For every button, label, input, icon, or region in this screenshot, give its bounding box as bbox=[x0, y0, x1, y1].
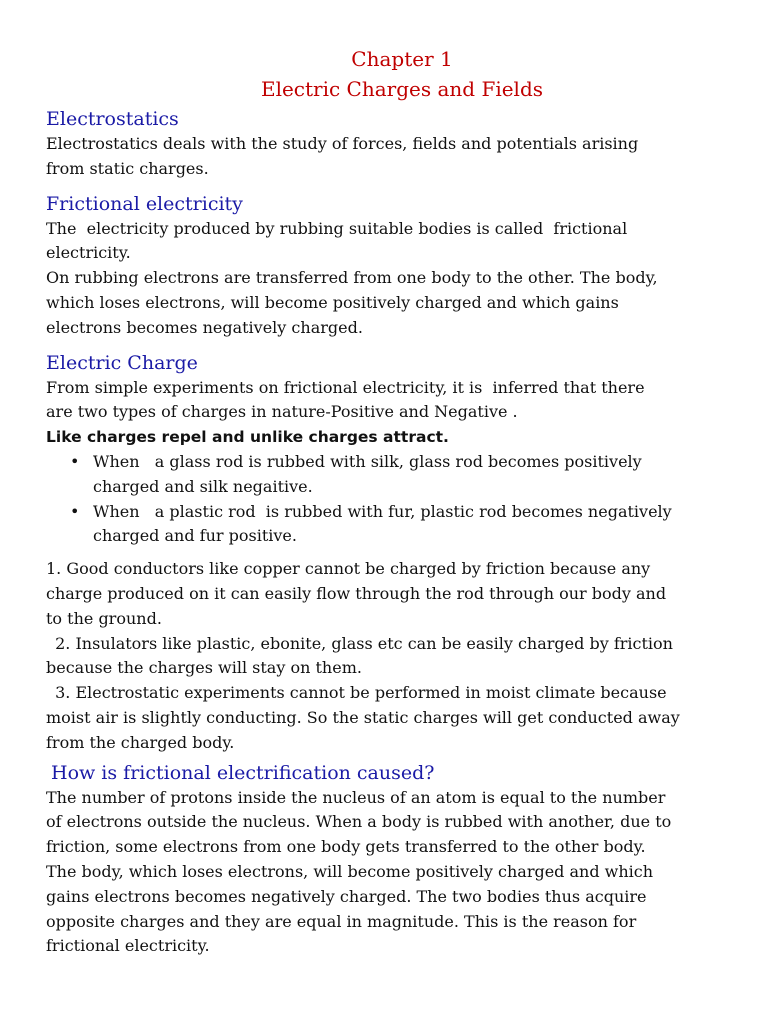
section-heading-electrification-cause: How is frictional electrification caused? bbox=[51, 761, 435, 784]
paragraph-line: friction, some electrons from one body gets transferred to the other body. bbox=[46, 837, 646, 857]
section-heading-electrostatics: Electrostatics bbox=[46, 108, 179, 130]
list-item-line: When a plastic rod is rubbed with fur, plastic rod becomes negatively bbox=[93, 501, 672, 521]
paragraph-line: which loses electrons, will become positively charged and which gains bbox=[46, 292, 619, 312]
section-heading-frictional-electricity: Frictional electricity bbox=[46, 192, 243, 215]
paragraph-line: gains electrons becomes negatively charged. The two bodies thus acquire bbox=[46, 886, 647, 906]
paragraph-line: From simple experiments on frictional electricity, it is inferred that there bbox=[46, 377, 645, 397]
paragraph-line: of electrons outside the nucleus. When a body is rubbed with another, due to bbox=[46, 812, 672, 832]
list-item bbox=[70, 500, 728, 550]
list-item bbox=[70, 450, 728, 500]
bold-statement: Like charges repel and unlike charges attract. bbox=[46, 428, 449, 447]
chapter-number: Chapter 1 bbox=[351, 47, 453, 71]
paragraph-line: Electrostatics deals with the study of forces, fields and potentials arising bbox=[46, 134, 639, 153]
list-item-line: When a glass rod is rubbed with silk, glass rod becomes positively bbox=[93, 451, 642, 471]
numbered-point-line: 3. Electrostatic experiments cannot be performed in moist climate because bbox=[50, 683, 667, 703]
paragraph-line: from static charges. bbox=[46, 158, 209, 178]
paragraph-line: The number of protons inside the nucleus of an atom is equal to the number bbox=[46, 787, 666, 807]
paragraph-line: opposite charges and they are equal in magnitude. This is the reason for bbox=[46, 911, 637, 931]
list-item-line: charged and silk negaitive. bbox=[93, 476, 313, 496]
paragraph-line: electrons becomes negatively charged. bbox=[46, 317, 363, 337]
paragraph-line: The electricity produced by rubbing suitable bodies is called frictional bbox=[46, 218, 628, 238]
numbered-point-line: 1. Good conductors like copper cannot be charged by friction because any bbox=[46, 559, 651, 579]
numbered-point-line: to the ground. bbox=[46, 608, 162, 628]
paragraph-line: electricity. bbox=[46, 243, 131, 263]
section-heading-electric-charge: Electric Charge bbox=[46, 351, 198, 374]
bullet-icon: • bbox=[70, 501, 80, 521]
numbered-point-line: because the charges will stay on them. bbox=[46, 658, 362, 678]
paragraph-line: On rubbing electrons are transferred from one body to the other. The body, bbox=[46, 268, 658, 288]
paragraph-line: The body, which loses electrons, will become positively charged and which bbox=[46, 861, 654, 881]
bullet-icon: • bbox=[70, 451, 80, 471]
numbered-point-line: moist air is slightly conducting. So the static charges will get conducted away bbox=[46, 707, 680, 727]
numbered-point-line: from the charged body. bbox=[46, 732, 235, 752]
list-item-line: charged and fur positive. bbox=[93, 526, 297, 546]
numbered-point-line: 2. Insulators like plastic, ebonite, glass etc can be easily charged by friction bbox=[50, 633, 673, 653]
paragraph-line: are two types of charges in nature-Positive and Negative . bbox=[46, 402, 518, 422]
bullet-list bbox=[46, 450, 728, 549]
chapter-title: Electric Charges and Fields bbox=[260, 77, 544, 101]
numbered-point-line: charge produced on it can easily flow through the rod through our body and bbox=[46, 583, 667, 603]
paragraph-line: frictional electricity. bbox=[46, 936, 210, 956]
